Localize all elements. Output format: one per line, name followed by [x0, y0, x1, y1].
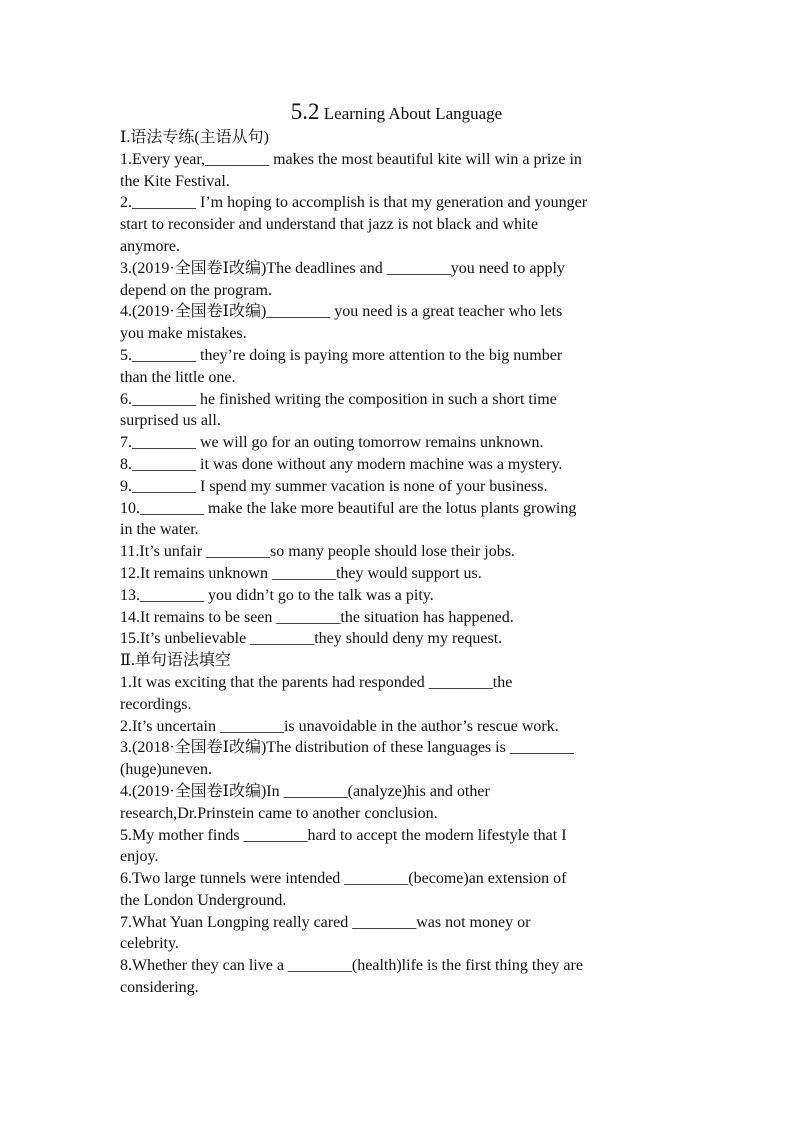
exercise-line: 2.It’s uncertain ________is unavoidable in the author’s rescue work. — [120, 717, 559, 735]
exercise-line: 1.Every year,________ makes the most beautiful kite will win a prize in — [120, 150, 582, 168]
title-number: 5.2 — [290, 99, 320, 124]
exercise-line: research,Dr.Prinstein came to another conclusion. — [120, 804, 438, 822]
exercise-line: the Kite Festival. — [120, 172, 230, 190]
exercise-line: considering. — [120, 979, 199, 997]
exercise-line: 14.It remains to be seen ________the situation has happened. — [120, 608, 514, 626]
exercise-line: you make mistakes. — [120, 325, 247, 343]
exercise-line: depend on the program. — [120, 281, 272, 299]
exercise-line: surprised us all. — [120, 412, 221, 430]
exercise-line: 15.It’s unbelievable ________they should deny my request. — [120, 630, 503, 648]
exercise-line: 4.(2019·全国卷Ⅰ改编)In ________(analyze)his and other — [120, 782, 490, 800]
exercise-line: 10.________ make the lake more beautiful are the lotus plants growing — [120, 499, 577, 517]
exercise-line: 6.Two large tunnels were intended ________(become)an extension of — [120, 870, 567, 888]
exercise-line: the London Underground. — [120, 891, 287, 909]
exercise-line: 8.Whether they can live a ________(health)life is the first thing they are — [120, 957, 583, 975]
section-heading: Ⅰ.语法专练(主语从句) — [120, 129, 269, 146]
exercise-line: 3.(2018·全国卷Ⅰ改编)The distribution of these languages is ________ — [120, 739, 574, 757]
exercise-line: 8.________ it was done without any modern machine was a mystery. — [120, 455, 563, 473]
page-title — [0, 97, 793, 130]
exercise-line: 7.________ we will go for an outing tomorrow remains unknown. — [120, 434, 544, 452]
exercise-line: 4.(2019·全国卷Ⅰ改编)________ you need is a great teacher who lets — [120, 303, 563, 321]
exercise-line: 9.________ I spend my summer vacation is none of your business. — [120, 477, 548, 495]
exercise-line: (huge)uneven. — [120, 761, 212, 779]
exercise-line: 5.My mother finds ________hard to accept the modern lifestyle that I — [120, 826, 567, 844]
exercise-line: 3.(2019·全国卷Ⅰ改编)The deadlines and ________you need to apply — [120, 259, 565, 277]
exercise-line: celebrity. — [120, 935, 179, 953]
exercise-line: 11.It’s unfair ________so many people should lose their jobs. — [120, 543, 515, 561]
exercise-line: start to reconsider and understand that jazz is not black and white — [120, 216, 539, 234]
title-text: Learning About Language — [319, 104, 503, 123]
exercise-line: 6.________ he finished writing the composition in such a short time — [120, 390, 557, 408]
exercise-line: 5.________ they’re doing is paying more attention to the big number — [120, 346, 563, 364]
exercise-line: anymore. — [120, 237, 180, 255]
exercise-body — [120, 127, 680, 999]
section-heading: Ⅱ.单句语法填空 — [120, 652, 231, 670]
exercise-line: 2.________ I’m hoping to accomplish is that my generation and younger — [120, 194, 588, 212]
exercise-line: than the little one. — [120, 368, 236, 386]
exercise-line: enjoy. — [120, 848, 159, 866]
exercise-line: 7.What Yuan Longping really cared ________was not money or — [120, 913, 531, 931]
exercise-line: 1.It was exciting that the parents had responded ________the — [120, 673, 513, 691]
exercise-line: 13.________ you didn’t go to the talk was a pity. — [120, 586, 434, 604]
exercise-line: recordings. — [120, 695, 192, 713]
exercise-line: in the water. — [120, 521, 199, 539]
exercise-line: 12.It remains unknown ________they would support us. — [120, 564, 482, 582]
